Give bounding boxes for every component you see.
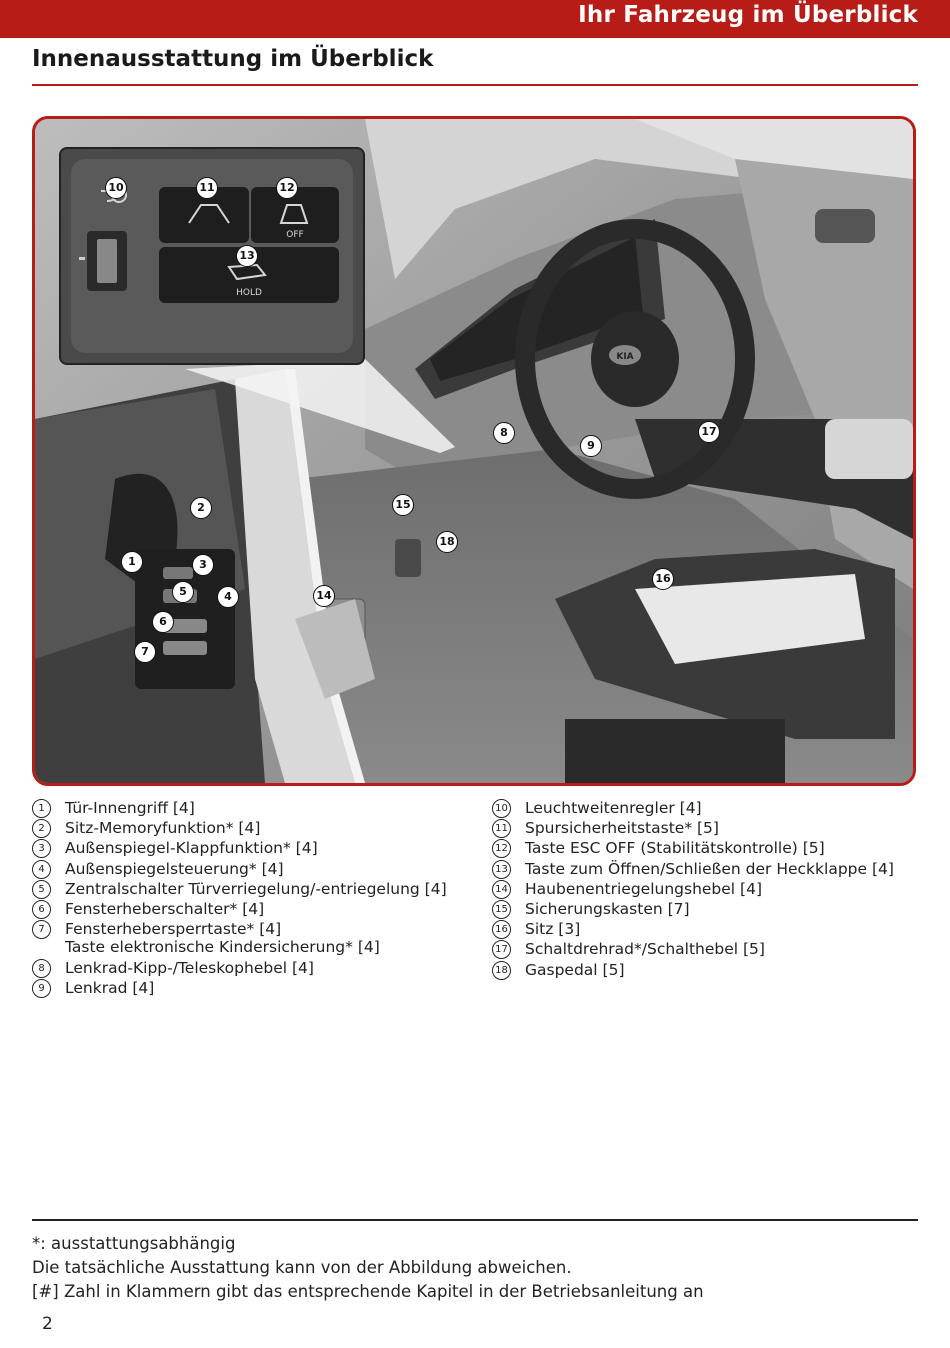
- footnote-chapter-ref: [#] Zahl in Klammern gibt das entsprechende Kapitel in der Betriebsanleitung an: [32, 1282, 704, 1301]
- legend-text: Schaltdrehrad*/Schalthebel [5]: [525, 940, 765, 959]
- legend-number: 18: [492, 961, 511, 980]
- callout-14: 14: [313, 585, 335, 607]
- callout-16: 16: [652, 568, 674, 590]
- callout-12: 12: [276, 177, 298, 199]
- callout-5: 5: [172, 581, 194, 603]
- legend-text: Sitz [3]: [525, 920, 581, 939]
- legend-text: Tür-Innengriff [4]: [65, 799, 195, 817]
- callout-7: 7: [134, 641, 156, 663]
- legend-number: 6: [32, 900, 51, 919]
- legend-number: 5: [32, 880, 51, 899]
- legend-number: 17: [492, 940, 511, 959]
- legend-number: 11: [492, 819, 511, 838]
- legend-item: [32, 958, 482, 978]
- legend-text: Sitz-Memoryfunktion* [4]: [65, 819, 261, 838]
- legend-number: 14: [492, 880, 511, 899]
- legend-item: [32, 818, 482, 838]
- legend-item: [32, 879, 482, 899]
- legend-item: [492, 899, 922, 919]
- steering-logo: KIA: [616, 352, 634, 362]
- legend-text: Außenspiegel-Klappfunktion* [4]: [65, 839, 318, 858]
- legend-item: [492, 859, 922, 879]
- legend-text: Außenspiegelsteuerung* [4]: [65, 859, 284, 878]
- legend-item: [492, 818, 922, 838]
- legend-text: Spursicherheitstaste* [5]: [525, 819, 719, 838]
- legend-number: 13: [492, 860, 511, 879]
- legend-number: 1: [32, 799, 51, 818]
- legend-right: [492, 798, 922, 980]
- legend-item: [32, 899, 482, 919]
- legend-text: Fensterheberschalter* [4]: [65, 900, 265, 919]
- footnotes: [32, 1232, 704, 1304]
- legend-text: Gaspedal [5]: [525, 960, 625, 979]
- legend-item: [32, 978, 482, 998]
- legend-number: 10: [492, 799, 511, 818]
- legend-item: [492, 919, 922, 939]
- legend-number: 4: [32, 860, 51, 879]
- legend-text: Lenkrad-Kipp-/Teleskophebel [4]: [65, 958, 314, 977]
- callout-9: 9: [580, 435, 602, 457]
- title-divider: [32, 84, 918, 86]
- callout-10: 10: [105, 177, 127, 199]
- legend-text: Leuchtweitenregler [4]: [525, 799, 702, 817]
- callout-6: 6: [152, 611, 174, 633]
- page-title: Innenausstattung im Überblick: [32, 46, 434, 72]
- callout-3: 3: [192, 554, 214, 576]
- footnote-asterisk: *: ausstattungsabhängig: [32, 1234, 236, 1253]
- legend-number: 12: [492, 839, 511, 858]
- callout-4: 4: [217, 586, 239, 608]
- callout-2: 2: [190, 497, 212, 519]
- legend-left: [32, 798, 482, 998]
- footnote-disclaimer: Die tatsächliche Ausstattung kann von der Abbildung abweichen.: [32, 1258, 572, 1277]
- legend-item: [32, 838, 482, 858]
- legend-item: [492, 798, 922, 818]
- hold-label: HOLD: [236, 288, 262, 298]
- legend-number: 2: [32, 819, 51, 838]
- footnote-divider: [32, 1219, 918, 1221]
- legend-number: 7: [32, 920, 51, 939]
- legend-item: [492, 960, 922, 980]
- legend-item: [32, 859, 482, 879]
- interior-illustration: [32, 116, 916, 786]
- legend-number: 9: [32, 979, 51, 998]
- legend-number: 15: [492, 900, 511, 919]
- callout-15: 15: [392, 494, 414, 516]
- esc-off-label: OFF: [286, 230, 304, 240]
- callout-11: 11: [196, 177, 218, 199]
- legend-text: Lenkrad [4]: [65, 978, 155, 997]
- legend-item: [492, 879, 922, 899]
- legend-text: Fensterhebersperrtaste* [4]: [65, 920, 282, 939]
- chapter-title: Ihr Fahrzeug im Überblick: [578, 2, 918, 28]
- callout-13: 13: [236, 245, 258, 267]
- legend-text: Taste ESC OFF (Stabilitätskontrolle) [5]: [525, 839, 825, 858]
- callout-17: 17: [698, 421, 720, 443]
- callout-1: 1: [121, 551, 143, 573]
- legend-number: 8: [32, 959, 51, 978]
- legend-item: [492, 838, 922, 858]
- legend-item: [492, 939, 922, 959]
- legend-text: Sicherungskasten [7]: [525, 900, 690, 919]
- legend-item: [32, 919, 482, 957]
- legend-text: Taste elektronische Kindersicherung* [4]: [65, 938, 380, 957]
- legend-text: Haubenentriegelungshebel [4]: [525, 879, 762, 898]
- legend-number: 16: [492, 920, 511, 939]
- legend-text: Taste zum Öffnen/Schließen der Heckklappe [4]: [525, 859, 894, 878]
- legend-item: [32, 798, 482, 818]
- legend-text: Zentralschalter Türverriegelung/-entriegelung [4]: [65, 879, 447, 898]
- legend-number: 3: [32, 839, 51, 858]
- chapter-header-bar: [0, 0, 950, 38]
- page-number: 2: [42, 1314, 53, 1334]
- callout-8: 8: [493, 422, 515, 444]
- callout-18: 18: [436, 531, 458, 553]
